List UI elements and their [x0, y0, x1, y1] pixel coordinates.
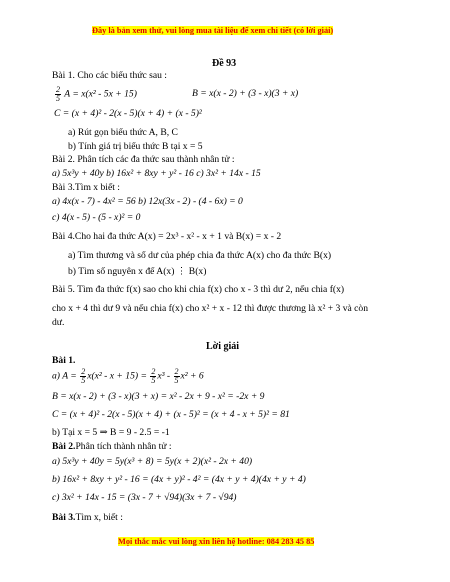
solution-1-C: C = (x + 4)² - 2(x - 5)(x + 4) + (x - 5)² = (x + 4 - x + 5)² = 81 — [52, 409, 290, 420]
problem-3-row-2: c) 4(x - 5) - (5 - x)² = 0 — [52, 212, 141, 223]
expression-B: B = x(x - 2) + (3 - x)(3 + x) — [192, 88, 299, 99]
solution-2-heading-line: Bài 2.Phân tích thành nhân tử : — [52, 441, 172, 452]
solution-1-b: b) Tại x = 5 ⇒ B = 9 - 2.5 = -1 — [52, 427, 170, 438]
problem-1-a: a) Rút gọn biểu thức A, B, C — [68, 127, 178, 138]
problem-1-intro: Bài 1. Cho các biểu thức sau : — [52, 70, 167, 81]
expression-C: C = (x + 4)² - 2(x - 5)(x + 4) + (x - 5)² — [54, 108, 202, 119]
expression-A: $\frac{2}{5}$ A = x(x² - 5x + 15) — [56, 85, 137, 103]
problem-5-line-2: cho x + 4 thì dư 9 và nếu chia f(x) cho x² + x - 12 thì được thương là x² + 3 và còn — [52, 303, 369, 314]
solution-3-heading: Bài 3. — [52, 512, 76, 523]
solution-2-c: c) 3x² + 14x - 15 = (3x - 7 + √94)(3x + 7 - √94) — [52, 492, 237, 503]
fraction-two-fifths: $\frac{2}{5}$ — [56, 85, 60, 103]
header-banner: Đây là bản xem thử, vui lòng mua tài liệu để xem chi tiết (có lời giải) — [92, 26, 334, 35]
problem-3-row-1: a) 4x(x - 7) - 4x² = 56 b) 12x(3x - 2) - (4 - 6x) = 0 — [52, 196, 243, 207]
problem-4-a: a) Tìm thương và số dư của phép chia đa thức A(x) cho đa thức B(x) — [68, 250, 332, 261]
problem-2-items: a) 5x³y + 40y b) 16x² + 8xy + y² - 16 c) 3x² + 14x - 15 — [52, 168, 261, 179]
solution-1-heading: Bài 1. — [52, 355, 76, 366]
fraction-two-fifths: $\frac{2}{5}$ — [151, 367, 156, 385]
fraction-two-fifths: $\frac{2}{5}$ — [174, 367, 179, 385]
solution-2-a: a) 5x³y + 40y = 5y(x³ + 8) = 5y(x + 2)(x² - 2x + 40) — [52, 456, 253, 467]
problem-1-b: b) Tính giá trị biểu thức B tại x = 5 — [68, 141, 203, 152]
footer-banner: Mọi thắc mắc vui lòng xin liên hệ hotline: 084 283 45 85 — [118, 537, 315, 546]
solution-2-heading: Bài 2. — [52, 441, 76, 452]
doc-title: Đề 93 — [212, 58, 237, 69]
problem-5-line-1: Bài 5. Tìm đa thức f(x) sao cho khi chia f(x) cho x - 3 thì dư 2, nếu chia f(x) — [52, 284, 345, 295]
solution-1-B: B = x(x - 2) + (3 - x)(3 + x) = x² - 2x + 9 - x² = -2x + 9 — [52, 391, 265, 402]
solution-3-heading-line: Bài 3.Tìm x, biết : — [52, 512, 123, 523]
problem-5-line-3: dư. — [52, 317, 65, 328]
solution-2-b: b) 16x² + 8xy + y² - 16 = (4x + y)² - 4² = (4x + y + 4)(4x + y + 4) — [52, 474, 306, 485]
problem-2-intro: Bài 2. Phân tích các đa thức sau thành nhân tử : — [52, 154, 235, 165]
fraction-two-fifths: $\frac{2}{5}$ — [81, 367, 86, 385]
solutions-title: Lời giải — [206, 341, 240, 352]
problem-4-b: b) Tìm số nguyên x để A(x) ⋮ B(x) — [68, 266, 207, 277]
solution-1-a: a) A = $\frac{2}{5}$ x(x² - x + 15) = $\frac{2}{5}$ x³ - $\frac{2}{5}$ x² + 6 — [52, 367, 204, 385]
problem-3-intro: Bài 3.Tìm x biết : — [52, 182, 120, 193]
problem-4-intro: Bài 4.Cho hai đa thức A(x) = 2x³ - x² - x + 1 và B(x) = x - 2 — [52, 231, 282, 242]
